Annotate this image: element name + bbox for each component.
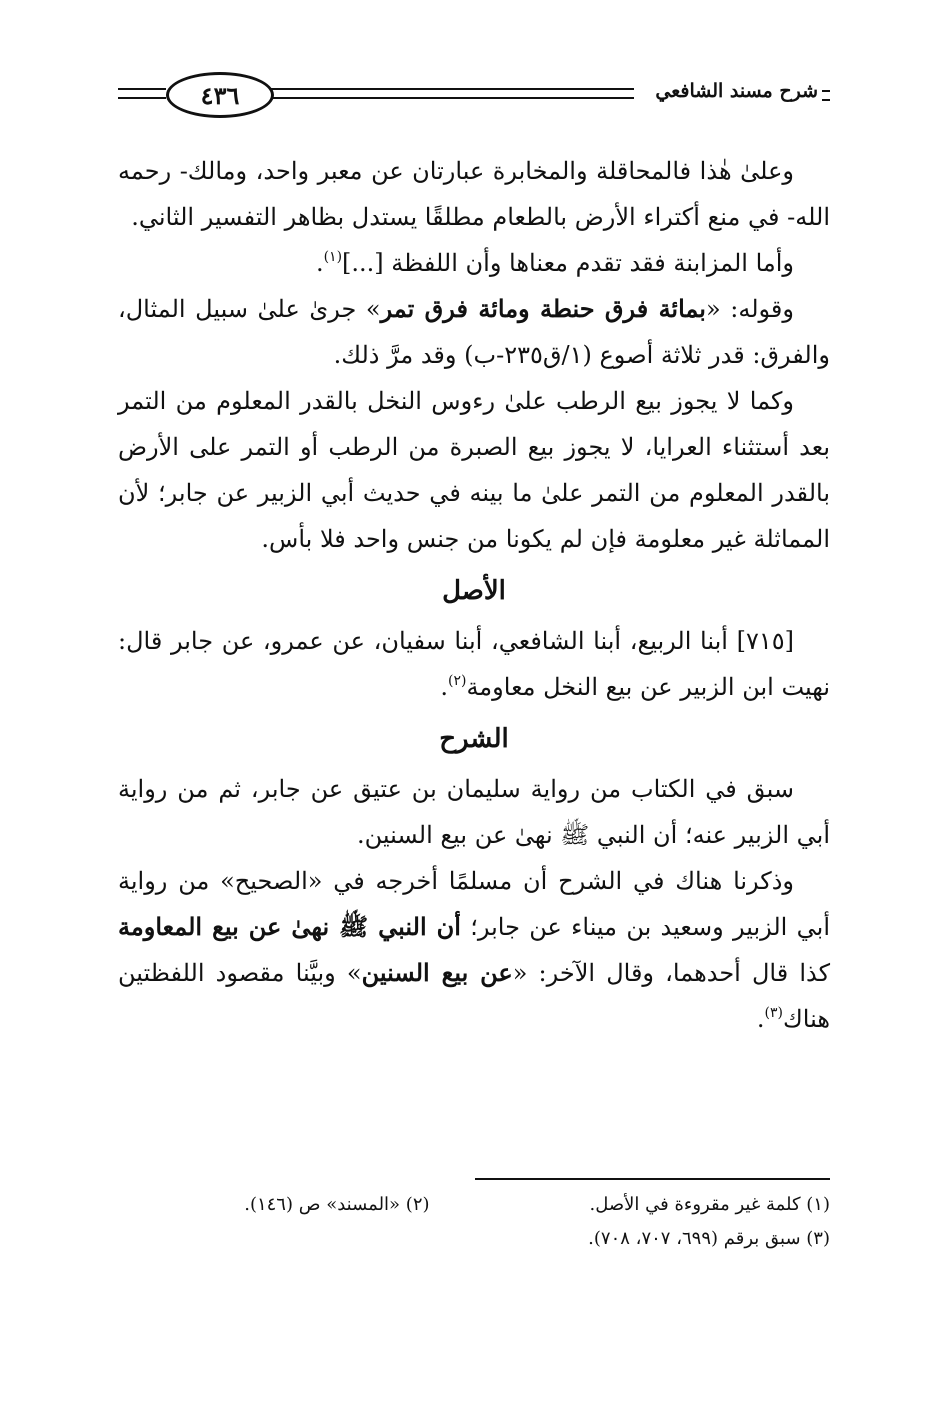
paragraph-1 (118, 148, 830, 240)
footnote-row-1 (118, 1188, 830, 1222)
header-ornament-title (822, 90, 830, 101)
footnote-3: (٣) سبق برقم (٦٩٩، ٧٠٧، ٧٠٨). (588, 1228, 830, 1249)
paragraph-3-text-b: » جرىٰ علىٰ سبيل المثال، والفرق: قدر ثلاثة أصوع (١/ق٢٣٥-ب) وقد مرَّ ذلك. (118, 295, 830, 369)
paragraph-4 (118, 378, 830, 562)
paragraph-3-text-a: وقوله: « (705, 295, 794, 323)
page-number-oval (166, 72, 274, 118)
paragraph-5-end: . (440, 673, 448, 701)
footnote-2: (٢) «المسند» ص (١٤٦). (244, 1194, 430, 1215)
paragraph-2-text: وأما المزابنة فقد تقدم معناها وأن اللفظة [...] (342, 249, 794, 277)
paragraph-7-text-b: كذا قال أحدهما، وقال الآخر: « (512, 959, 831, 987)
main-text (118, 148, 830, 1042)
running-header (118, 70, 830, 120)
paragraph-5-text: [٧١٥] أبنا الربيع، أبنا الشافعي، أبنا سفيان، عن عمرو، عن جابر قال: نهيت ابن الزبير عن بيع النخل معاومة (118, 627, 830, 701)
paragraph-2 (118, 240, 830, 286)
footnotes (118, 1188, 830, 1256)
paragraph-5 (118, 618, 830, 710)
paragraph-6-text: سبق في الكتاب من رواية سليمان بن عتيق عن جابر، ثم من رواية أبي الزبير عنه؛ أن النبي ﷺ نهىٰ عن بيع السنين. (118, 775, 830, 849)
book-page (118, 0, 830, 1406)
paragraph-7-text-a: وذكرنا هناك في الشرح أن مسلمًا أخرجه في «الصحيح» من رواية أبي الزبير وسعيد بن ميناء عن جابر؛ (118, 867, 830, 941)
paragraph-7 (118, 858, 830, 1042)
paragraph-2-end: . (315, 249, 324, 277)
header-rule (268, 88, 634, 99)
paragraph-3 (118, 286, 830, 378)
paragraph-6 (118, 766, 830, 858)
section-heading-asl: الأصل (442, 576, 506, 606)
footnote-row-2 (118, 1222, 830, 1256)
paragraph-3-quote: بمائة فرق حنطة ومائة فرق تمر (380, 294, 706, 323)
section-heading-sharh: الشرح (439, 724, 509, 754)
footnote-ref-3[interactable]: (٣) (764, 1005, 783, 1021)
footnote-1: (١) كلمة غير مقروءة في الأصل. (589, 1194, 830, 1215)
paragraph-4-text: وكما لا يجوز بيع الرطب علىٰ رءوس النخل بالقدر المعلوم من التمر بعد أستثناء العرايا، لا يجوز بيع الصبرة من الرطب أو التمر على الأرض بالقدر المعلوم من التمر علىٰ ما بينه في حديث أبي الزبير عن جابر؛ لأن المماثلة غير معلومة فإن لم يكونا من جنس واحد فلا بأس. (118, 387, 831, 553)
paragraph-1-text: وعلىٰ هٰذا فالمحاقلة والمخابرة عبارتان عن معبر واحد، ومالك- رحمه الله- في منع أكتراء الأرض بالطعام مطلقًا يستدل بظاهر التفسير الثاني. (118, 157, 830, 231)
running-title: شرح مسند الشافعي (647, 80, 818, 102)
page-number: ٤٣٦ (200, 80, 240, 110)
footnote-ref-2[interactable]: (٢) (447, 673, 467, 689)
paragraph-7-text-c: » وبيَّنا مقصود اللفظتين هناك (118, 959, 830, 1033)
footnote-separator (475, 1178, 830, 1180)
paragraph-7-end: . (756, 1005, 765, 1033)
paragraph-7-quote: أن النبي ﷺ نهىٰ عن بيع المعاومة (118, 912, 461, 941)
paragraph-7-quote-2: عن بيع السنين (361, 958, 513, 987)
footnote-ref-1[interactable]: (١) (323, 249, 343, 265)
header-rule-left (118, 88, 166, 99)
